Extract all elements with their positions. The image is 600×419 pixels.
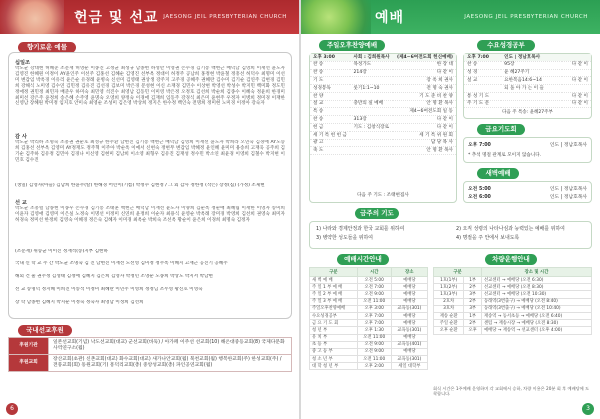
section-prayer-label: 금주의 기도	[355, 208, 399, 219]
section-car-label: 차량운행안내	[485, 254, 537, 265]
car-service: 2부	[464, 284, 482, 291]
car-name: 1호(1부)	[434, 277, 464, 284]
table-row	[464, 85, 591, 93]
table-row	[310, 77, 456, 85]
order-person	[562, 54, 591, 61]
wednesday-next: 다음 주 특송: 윤혜27주부	[502, 110, 553, 115]
car-service: 2부	[464, 320, 482, 327]
thanks-note: (생일) 김영자(아들) 김남희 한윤주(딸) 한해경 어린이(기쁨) 박정수 김현정 / 그 외 감사 정한정 (작은) 장정(집) (가정) 조제현	[15, 183, 265, 188]
car-route: 동래역(3번출구) → 예배당 (오전 10:40)	[481, 305, 591, 312]
order-person	[562, 85, 591, 93]
table-row	[310, 131, 456, 139]
schedule-time: 오전 9:00	[357, 348, 391, 355]
order-detail	[350, 147, 393, 155]
section-sunday-label: 주일오후찬양예배	[319, 40, 385, 51]
car-name: 2호차	[434, 298, 464, 305]
section-choir-label: 국내선교후원	[18, 325, 72, 336]
table-row	[310, 61, 456, 69]
schedule-name: 주 일 2 부 예 배	[310, 291, 358, 298]
schedule-table	[309, 267, 428, 370]
order-item: 찬 송	[310, 61, 350, 69]
car-route: 센텀 → 재송시장 → 예배당 (오전 8:30)	[481, 320, 591, 327]
car-name: 주일 순환	[434, 320, 464, 327]
car-name: 1호(2부)	[434, 284, 464, 291]
sunday-service-panel	[309, 53, 457, 203]
friday-panel	[463, 137, 592, 163]
schedule-name: 새 벽 예 배	[310, 277, 358, 284]
section-friday-label: 금요기도회	[477, 124, 525, 135]
schedule-place: 예배당	[391, 334, 427, 341]
order-detail	[350, 77, 393, 85]
page-title-offering: 헌금 및 선교	[74, 10, 159, 26]
support-text: 일본선교회(기념) 낙도선교회(대교) 군선교회(바둑) / 아가페 이주선 선교회(10) 해온대중등교회(8) 국제다문화사역연구소(월)	[49, 338, 292, 355]
table-row	[434, 291, 592, 298]
order-detail: 95장	[501, 61, 561, 69]
friday-leader: 인도 | 정남호목사	[549, 143, 587, 148]
car-service: 1부	[464, 312, 482, 319]
order-detail	[501, 92, 561, 100]
schedule-place: 예배당	[391, 348, 427, 355]
sunday-next-leader: 다음 주 기도 : 조태현집사	[357, 193, 409, 198]
table-row	[464, 54, 591, 61]
table-row	[310, 305, 428, 312]
order-item: 헌 금	[310, 124, 350, 132]
table-row	[310, 284, 428, 291]
schedule-name: 초 등 부	[310, 341, 358, 348]
left-header	[0, 0, 299, 34]
table-row	[310, 363, 428, 370]
mission-heading: 선 교	[15, 200, 27, 206]
order-detail	[350, 108, 393, 116]
schedule-place: 예배당	[391, 312, 427, 319]
order-person: 다 같 이	[393, 124, 456, 132]
table-row	[434, 305, 592, 312]
table-row	[464, 77, 591, 85]
support-label: 후원교회	[9, 355, 49, 372]
order-detail	[350, 92, 393, 100]
praying-hands-photo	[0, 0, 64, 34]
column-header: 장소	[391, 268, 427, 277]
schedule-time: 오전 9:00	[357, 341, 391, 348]
order-item: 축 도	[310, 147, 350, 155]
order-detail: 충만의 실 예배	[350, 100, 393, 108]
schedule-name: 대 학 청 년 부	[310, 363, 358, 370]
table-row	[434, 320, 592, 327]
sign-row: 국내 신 학 교 주 간 박도균 조명숙 김 진 남현진 이재선 노선영 김미정 정주옥 이혜지 고재근 공진기 공혜주	[15, 261, 228, 266]
schedule-time: 오전 11:00	[357, 356, 391, 363]
order-person: 한 장 대	[393, 61, 456, 69]
schedule-place: 예배당	[391, 277, 427, 284]
car-name: 재송 순환	[434, 312, 464, 319]
schedule-time: 오전 7:00	[357, 284, 391, 291]
schedule-name: 수요성경공부	[310, 312, 358, 319]
table-row	[310, 108, 456, 116]
car-route: 선교센터 → 예배당 (오전 8:30)	[481, 284, 591, 291]
schedule-time: 오후 7:00	[357, 320, 391, 327]
schedule-place: 교육동(301)	[391, 305, 427, 312]
table-row	[310, 334, 428, 341]
page-number-left: 6	[6, 403, 18, 415]
car-name: 3호차	[434, 305, 464, 312]
car-service: 3부	[464, 305, 482, 312]
schedule-time: 오전 9:00	[357, 291, 391, 298]
schedule-place: 교육동(401)	[391, 341, 427, 348]
schedule-name: 주 일 1 부 예 배	[310, 284, 358, 291]
table-row	[434, 277, 592, 284]
order-person: 전 명 숙 권사	[393, 85, 456, 93]
order-item: 오후 7:00	[464, 54, 501, 61]
friday-note: * 추석 명절 관계로 모이지 않습니다.	[468, 153, 542, 158]
friday-time: 오후 7:00	[468, 143, 491, 148]
tithe-names: 박도균 강대현 허혜준 조문재 허영순 이종진 고정균 최성규 남종현 하성만 이영권 손수경 김기봉 백현근 배덕남 김영희 이재선 윤도자 김영진 한혜원 이정이 AY윤인주 이선주 김홍선 김혜순 김영진 선부옥 정대이 허정주 공남희 홍정현 박윤철 정흥선 허덕수 최명미 이선미 변갑임 박옥경 이유리 윤은순 유경례 윤병숙 신선미 김영태 권상생 강주지 고주경 공혜주 권혜란 김수미 김기순 김연주 김현경 김민희 강해식 노미영 김수연 김민정 김유진 김선경 김보미 박은경 문성현 이신 소재경 김민수 이상현 박영선 박성수 박지민 백미화 정도민 정애정 권민정 최민자 배준우 하미숙 최민영 석진수 최영남 김동민 이미영 박은정 오정호 김선희 박순희 김종수 이혜숙 정윤희 한경미 최미선 강은주 윤정희 송은혜 손주영 윤명숙 오영희 양정숙 이경애 김재희 임동주 강경식 최은미 윤현주 우정자 이병희 정미경 이재한 신영남 장혜원 박미정 임지호 안미숙 최영순 조성미 김은영 박상희 정지은 한수정 백인숙 전명희 정미현 노미경 이정아 강숙자	[15, 66, 285, 107]
order-detail: 사회 : 김희원목사	[350, 54, 393, 61]
table-row	[310, 356, 428, 363]
support-text: 장산교회(초관) 신촌교회(대교) 화수교회(대교) 새가나안교회(월) 북천교회(월) 행복한교회(주) 한성교회(주) / 전풍교회(회) 동원교회(기) 흥덕리교회(총) 중앙성교회(총) 파인공연교회(월)	[49, 355, 292, 372]
schedule-name: 청 년 부	[310, 327, 358, 334]
order-detail: 요한복음14:6~14	[501, 77, 561, 85]
schedule-place: 예배당	[391, 320, 427, 327]
order-detail: 기도 : 김창식장로	[350, 124, 393, 132]
table-row	[310, 341, 428, 348]
table-row	[310, 92, 456, 100]
order-person	[562, 69, 591, 77]
section-dawn-label: 새벽예배	[477, 168, 519, 179]
order-item: 성경봉독	[310, 85, 350, 93]
table-row	[434, 298, 592, 305]
dawn-time-2: 오전 6:00	[468, 195, 491, 200]
schedule-place: 교육동(301)	[391, 327, 427, 334]
order-person: 세 기 특 위 원 회	[393, 131, 456, 139]
column-header: 구분	[434, 268, 482, 277]
prayer-panel	[309, 221, 592, 249]
right-header	[301, 0, 600, 34]
order-detail	[501, 100, 561, 108]
mission-note: (조문재) 위승균 이이진 정재석(송)지부 김현하	[15, 249, 108, 254]
table-row	[310, 54, 456, 61]
order-item: 주 기 도 문	[464, 100, 501, 108]
order-detail: 윤 혜27주기	[501, 69, 561, 77]
order-detail: 룻기1:1~10	[350, 85, 393, 93]
order-person: (제4~6여전도회 헌신예배)	[393, 54, 456, 61]
table-row	[434, 327, 592, 334]
schedule-place: 예배당	[391, 291, 427, 298]
table-row	[9, 355, 292, 372]
order-detail: 313장	[350, 116, 393, 124]
table-row	[310, 116, 456, 124]
page-title-worship: 예배	[375, 10, 405, 26]
table-row	[464, 92, 591, 100]
table-row	[310, 100, 456, 108]
table-row	[464, 100, 591, 108]
table-header-row	[434, 268, 592, 277]
schedule-name: 금 요 기 도 회	[310, 320, 358, 327]
dawn-leader-2: 인도 | 정남호목사	[549, 195, 587, 200]
church-name-right: JAESONG JEIL PRESBYTERIAN CHURCH	[464, 14, 588, 20]
car-route: 재송역 → 동서초등 → 예배당 (오전 6:40)	[481, 312, 591, 319]
table-row	[310, 277, 428, 284]
order-detail: 214장	[350, 69, 393, 77]
table-row	[310, 147, 456, 155]
table-row	[310, 348, 428, 355]
schedule-name: 중 고 등 부	[310, 348, 358, 355]
column-header: 구분	[310, 268, 358, 277]
order-item: 찬 양	[310, 92, 350, 100]
car-wrapper	[433, 267, 592, 335]
schedule-name: 유 치 부	[310, 334, 358, 341]
church-name-left: JAESONG JEIL PRESBYTERIAN CHURCH	[163, 14, 287, 20]
order-person: 다 같 이	[562, 92, 591, 100]
order-person: 기 도 준 비 찬 양	[393, 92, 456, 100]
offering-box	[8, 52, 292, 319]
order-item: 성 경	[464, 69, 501, 77]
order-item: 찬 송	[464, 61, 501, 69]
car-route: 예배당 → 재송역 → 선교센터 (오후 4:00)	[481, 327, 591, 334]
car-service: 오후	[464, 327, 482, 334]
section-wednesday-label: 수요성경공부	[477, 40, 535, 51]
prayer-item: 4) 명절을 주 안에서 보내도록	[456, 235, 520, 241]
order-item: 설 교	[310, 100, 350, 108]
table-header-row	[310, 268, 428, 277]
left-page	[0, 0, 299, 419]
car-route: 선교센터 → 예배당 (오전 10:30)	[481, 291, 591, 298]
sign-row: 장 학 남종현 김혜지 박지순 이정숙 정숙자 최영남 이성희 김선희	[15, 300, 144, 305]
wednesday-panel	[463, 53, 592, 119]
car-name: 오후 순환	[434, 327, 464, 334]
schedule-name: 청 소 년 부	[310, 356, 358, 363]
mission-names: 박도균 조흥렬 남종현 이종우 손수경 김기봉 조태훈 백현근 배덕남 이재선 윤도자 이양희 김순옥 정순애 최혜림 이재한 이영자 송미희 이윤자 김영애 김영미 이은실 노정숙 이명선 이정미 신연희 윤정희 이순자 최용식 윤영순 박옥례 장미경 박영희 김선희 권영숙 최미자 허경숙 정미선 한정희 김영숙 이혜경 정은숙 김혜자 이미경 최옥순 박희숙 조선옥 황순이 윤은희 이경희 최명숙 김정자	[15, 206, 285, 223]
prayer-item: 2) 오직 성령의 나타나심과 능력있는 예배를 위하여	[456, 226, 565, 232]
sunday-order-table	[310, 54, 456, 155]
sign-row: 선 교 송명덕 정지혜 이희진 이송석 이정미 최혜란 이민주 이영희 정정님 조두영 황신호 이영숙	[15, 287, 203, 292]
section-offering-label: 향기로운 예물	[18, 42, 76, 53]
table-row	[434, 284, 592, 291]
schedule-place: 예배당	[391, 298, 427, 305]
order-person: 다 같 이	[562, 61, 591, 69]
schedule-name: 주 일 3 부 예 배	[310, 298, 358, 305]
order-item: 설 교	[464, 77, 501, 85]
schedule-place: 세일 대학부	[391, 363, 427, 370]
prayer-item: 3) 병약한 성도들을 위하여	[316, 235, 373, 241]
order-item: 찬 송	[310, 69, 350, 77]
tithe-heading: 십일조	[15, 60, 31, 66]
car-service: 3부	[464, 291, 482, 298]
table-row	[310, 85, 456, 93]
table-row	[464, 69, 591, 77]
order-item: 통 성 기 도	[464, 92, 501, 100]
dawn-leader-1: 인도 | 정남호목사	[549, 187, 587, 192]
schedule-time: 오전 11:00	[357, 298, 391, 305]
schedule-place: 교육동(301)	[391, 356, 427, 363]
table-row	[310, 139, 456, 147]
order-item: 특 송	[310, 108, 350, 116]
schedule-time: 오전 5:00	[357, 277, 391, 284]
car-route: 선교센터 → 예배당 (오전 6:30)	[481, 277, 591, 284]
table-row	[434, 312, 592, 319]
car-name: 1호(3부)	[434, 291, 464, 298]
car-service: 1부	[464, 277, 482, 284]
order-person: 다 같 이	[562, 77, 591, 85]
order-detail	[350, 131, 393, 139]
schedule-wrapper	[309, 267, 428, 370]
order-detail: 목성가도	[350, 61, 393, 69]
schedule-place: 예배당	[391, 284, 427, 291]
order-detail	[350, 139, 393, 147]
page-number-right: 3	[582, 403, 594, 415]
schedule-time: 오후 2:00	[357, 363, 391, 370]
dawn-panel	[463, 181, 592, 203]
section-schedule-label: 예배시간안내	[337, 254, 389, 265]
order-person: 담 당 목 사	[393, 139, 456, 147]
order-person: 안 명 환 목사	[393, 147, 456, 155]
car-table	[433, 267, 592, 335]
table-row	[310, 327, 428, 334]
order-person: 다 같 이	[393, 69, 456, 77]
order-person: 장 옥 희 권사	[393, 77, 456, 85]
prayer-item: 1) 나라와 경제안정과 한국 교회를 위하여	[316, 226, 405, 232]
wednesday-order-table	[464, 54, 591, 108]
car-service: 2부	[464, 298, 482, 305]
order-person: 다 같 이	[393, 116, 456, 124]
support-label: 후원기관	[9, 338, 49, 355]
car-route: 동래역(3번출구) → 예배당 (오전 8:40)	[481, 298, 591, 305]
car-note: 회식 시간은 1주예배 운영하며 각 교회에서 승하, 차량 이용은 20분 회 후 예배당에 도착합니다.	[433, 386, 590, 396]
table-row	[310, 69, 456, 77]
order-item: 광 고	[310, 139, 350, 147]
order-detail: 인도 | 정남호목사	[501, 54, 561, 61]
column-header: 시간	[357, 268, 391, 277]
table-row	[310, 320, 428, 327]
dawn-time-1: 오전 5:00	[468, 187, 491, 192]
order-person: 안 명 환 목사	[393, 100, 456, 108]
table-row	[9, 338, 292, 355]
table-row	[310, 312, 428, 319]
order-detail: 되 돌 아 가 는 이 들	[501, 85, 561, 93]
support-table	[8, 337, 292, 372]
schedule-time: 오전 11:00	[357, 334, 391, 341]
sign-row: 해외 건 물 권주정 김성태 김정애 김혜지 김은희 김영자 박정민 조영순 노종희 박상도 박지서 박남현	[15, 274, 213, 279]
order-person: 제4~6여전도회 일 동	[393, 108, 456, 116]
right-page	[301, 0, 600, 419]
table-row	[464, 61, 591, 69]
order-item	[464, 85, 501, 93]
order-person: 다 같 이	[562, 100, 591, 108]
table-row	[310, 124, 456, 132]
column-header: 장소 및 시간	[481, 268, 591, 277]
schedule-time: 오후 3:00	[357, 305, 391, 312]
schedule-time: 오후 1:30	[357, 327, 391, 334]
schedule-name: 주일오후찬양예배	[310, 305, 358, 312]
thanks-names: 박도균 박리하 조명숙 조흥권 권순호 최성규 한주환 남현진 김기봉 백현근 배덕남 김영희 이재선 윤도자 박희라 오연숙 김경애 AY노승희 김홍선 선부옥 김영미 AY정재도 정주혁 이주아 박순옥 이예서 신현숙 정현무 변갑임 박혜정 윤인혜 윤미미 용송희 고재욱 공주희 김기순 김주하 김유정 김민아 김경나 이신영 김현미 김남희 이소영 최형우 김유진 김재성 정수민 박소연 최윤경 이영희 김철수 박지현 이민호 김수진	[15, 140, 285, 163]
thanks-heading: 감 사	[15, 134, 27, 140]
order-item: 세 기 특 헌 헌 금	[310, 131, 350, 139]
order-item: 기 도	[310, 77, 350, 85]
order-item: 찬 송	[310, 116, 350, 124]
order-item: 오후 3:00	[310, 54, 350, 61]
schedule-time: 오후 7:00	[357, 312, 391, 319]
table-row	[310, 291, 428, 298]
leaf-photo	[301, 0, 371, 34]
table-row	[310, 298, 428, 305]
